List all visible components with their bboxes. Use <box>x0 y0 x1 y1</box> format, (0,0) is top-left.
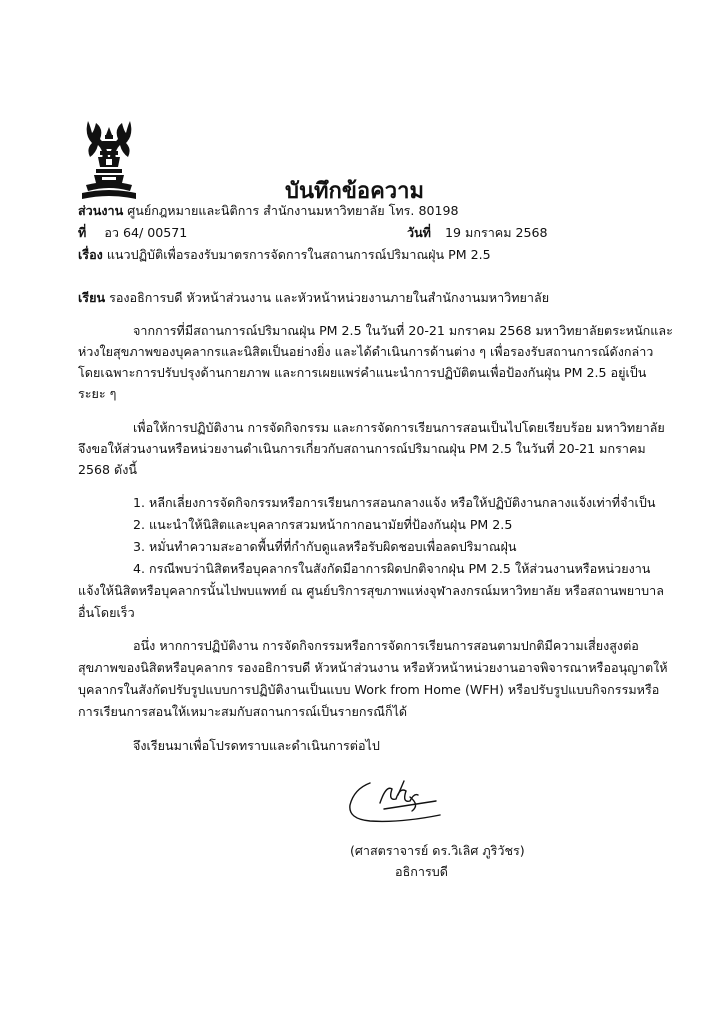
paragraph-2-line: 2568 ดังนี้ <box>78 462 137 477</box>
paragraph-1-line: โดยเฉพาะการปรับปรุงด้านกายภาพ และการเผยแพร่คำแนะนำการปฏิบัติตนเพื่อป้องกันฝุ่น PM 2.5 อยู่เป็น <box>78 365 647 380</box>
list-item-continuation: แจ้งให้นิสิตหรือบุคลากรนั้นไปพบแพทย์ ณ ศูนย์บริการสุขภาพแห่งจุฬาลงกรณ์มหาวิทยาลัย หรือสถานพยาบาล <box>78 583 664 598</box>
signatory-position: อธิการบดี <box>395 864 448 879</box>
list-item: 2. แนะนำให้นิสิตและบุคลากรสวมหน้ากากอนามัยที่ป้องกันฝุ่น PM 2.5 <box>133 517 513 532</box>
list-item-continuation: อื่นโดยเร็ว <box>78 605 135 620</box>
date-label: วันที่ <box>407 225 431 240</box>
reference-value: อว 64/ 00571 <box>104 225 188 240</box>
addressee-line <box>78 289 549 307</box>
signature-icon <box>340 775 460 835</box>
list-item: 3. หมั่นทำความสะอาดพื้นที่ที่กำกับดูแลหรือรับผิดชอบเพื่อลดปริมาณฝุ่น <box>133 539 517 554</box>
addressee-value: รองอธิการบดี หัวหน้าส่วนงาน และหัวหน้าหน่วยงานภายในสำนักงานมหาวิทยาลัย <box>109 290 550 305</box>
reference-line <box>78 224 187 242</box>
memo-title: บันทึกข้อความ <box>285 179 425 204</box>
paragraph-2-line: จึงขอให้ส่วนงานหรือหน่วยงานดำเนินการเกี่ยวกับสถานการณ์ปริมาณฝุ่น PM 2.5 ในวันที่ 20-21 มกราคม <box>78 441 646 456</box>
signatory-name: (ศาสตราจารย์ ดร.วิเลิศ ภูริวัชร) <box>350 843 525 858</box>
closing-line: จึงเรียนมาเพื่อโปรดทราบและดำเนินการต่อไป <box>133 738 380 753</box>
department-line <box>78 202 459 220</box>
subject-line <box>78 246 491 264</box>
list-item: 4. กรณีพบว่านิสิตหรือบุคลากรในสังกัดมีอาการผิดปกติจากฝุ่น PM 2.5 ให้ส่วนงานหรือหน่วยงาน <box>133 561 651 576</box>
paragraph-3-line: การเรียนการสอนให้เหมาะสมกับสถานการณ์เป็นรายกรณีก็ได้ <box>78 704 408 719</box>
date-line <box>407 224 548 242</box>
paragraph-3-line: สุขภาพของนิสิตหรือบุคลากร รองอธิการบดี หัวหน้าส่วนงาน หรือหัวหน้าหน่วยงานอาจพิจารณาหรืออนุญาตให้ <box>78 660 668 675</box>
department-label: ส่วนงาน <box>78 203 124 218</box>
subject-label: เรื่อง <box>78 247 103 262</box>
paragraph-3-line: อนึ่ง หากการปฏิบัติงาน การจัดกิจกรรมหรือการจัดการเรียนการสอนตามปกติมีความเสี่ยงสูงต่อ <box>133 638 639 653</box>
department-value: ศูนย์กฎหมายและนิติการ สำนักงานมหาวิทยาลัย โทร. 80198 <box>127 203 459 218</box>
paragraph-1-line: ห่วงใยสุขภาพของบุคลากรและนิสิตเป็นอย่างยิ่ง และได้ดำเนินการด้านต่าง ๆ เพื่อรองรับสถานการณ์ดังกล่าว <box>78 344 654 359</box>
addressee-label: เรียน <box>78 290 106 305</box>
university-emblem-icon <box>78 113 140 201</box>
reference-label: ที่ <box>78 225 87 240</box>
list-item: 1. หลีกเลี่ยงการจัดกิจกรรมหรือการเรียนการสอนกลางแจ้ง หรือให้ปฏิบัติงานกลางแจ้งเท่าที่จำเป็น <box>133 495 656 510</box>
paragraph-2-line: เพื่อให้การปฏิบัติงาน การจัดกิจกรรม และการจัดการเรียนการสอนเป็นไปโดยเรียบร้อย มหาวิทยาลัย <box>133 420 665 435</box>
paragraph-3-line: บุคลากรในสังกัดปรับรูปแบบการปฏิบัติงานเป็นแบบ Work from Home (WFH) หรือปรับรูปแบบกิจกรรมหรือ <box>78 682 660 697</box>
paragraph-1-line: จากการที่มีสถานการณ์ปริมาณฝุ่น PM 2.5 ในวันที่ 20-21 มกราคม 2568 มหาวิทยาลัยตระหนักและ <box>133 323 673 338</box>
date-value: 19 มกราคม 2568 <box>445 225 548 240</box>
paragraph-1-line: ระยะ ๆ <box>78 386 117 401</box>
subject-value: แนวปฏิบัติเพื่อรองรับมาตรการจัดการในสถานการณ์ปริมาณฝุ่น PM 2.5 <box>106 247 491 262</box>
